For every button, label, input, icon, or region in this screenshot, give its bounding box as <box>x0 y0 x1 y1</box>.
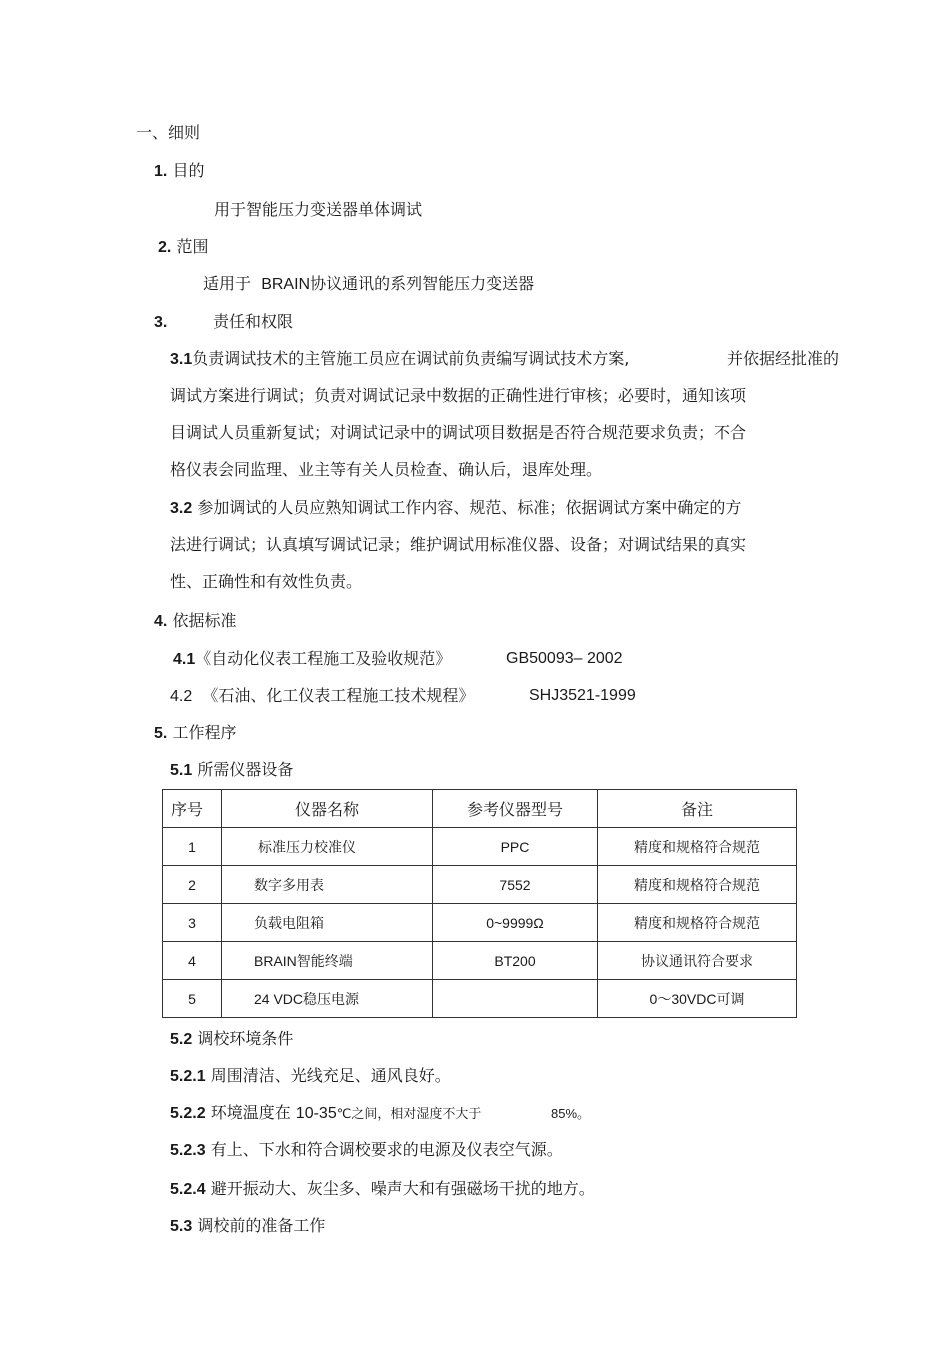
item-5-2-4-number: 5.2.4 <box>170 1181 206 1198</box>
table-cell: 2 <box>163 866 222 904</box>
item-5-2-2-number: 5.2.2 <box>170 1105 206 1122</box>
subsection-5-1-title: 所需仪器设备 <box>197 760 294 779</box>
section-2-body-c: 协议通讯的系列智能压力变送器 <box>310 274 535 293</box>
table-cell: BT200 <box>433 942 598 980</box>
table-header-cell: 备注 <box>598 790 797 828</box>
paragraph-3-2-line-1 <box>170 497 741 520</box>
standard-4-2-number: 4.2 <box>170 688 193 705</box>
section-1-heading <box>154 160 204 183</box>
standard-4-1-name: 《自动化仪表工程施工及验收规范》 <box>195 649 452 668</box>
item-5-2-2-text-b: 10-35 <box>295 1105 337 1122</box>
section-2-body-b: BRAIN <box>261 276 311 293</box>
section-1-number: 1. <box>154 163 168 180</box>
table-cell: 协议通讯符合要求 <box>598 942 797 980</box>
item-5-2-2-text-a: 环境温度在 <box>210 1103 291 1122</box>
item-5-2-2-text-c: ℃之间，相对湿度不大于 <box>336 1107 482 1122</box>
section-2-heading <box>158 236 208 259</box>
paragraph-3-1-text-a: 负责调试技术的主管施工员应在调试前负责编写调试技术方案, <box>192 349 630 368</box>
table-header-cell: 仪器名称 <box>222 790 433 828</box>
section-3-num: 3. <box>154 314 168 331</box>
section-1-body: 用于智能压力变送器单体调试 <box>214 200 423 219</box>
table-row <box>163 904 797 942</box>
subsection-5-3-number: 5.3 <box>170 1218 193 1235</box>
item-5-2-4-text: 避开振动大、灰尘多、噪声大和有强磁场干扰的地方。 <box>210 1179 595 1198</box>
item-5-2-1-number: 5.2.1 <box>170 1068 206 1085</box>
instrument-table <box>162 789 797 1018</box>
section-heading: 一、细则 <box>136 123 201 142</box>
table-cell: 精度和规格符合规范 <box>598 866 797 904</box>
subsection-5-3-title: 调校前的准备工作 <box>197 1216 326 1235</box>
section-4-title: 依据标准 <box>172 611 237 630</box>
table-row <box>163 828 797 866</box>
table-cell: 1 <box>163 828 222 866</box>
section-2-title: 范围 <box>176 237 209 256</box>
table-cell: PPC <box>433 828 598 866</box>
standard-4-2-code: SHJ3521-1999 <box>529 687 636 704</box>
section-5-heading <box>154 722 236 745</box>
table-cell: 0~9999Ω <box>433 904 598 942</box>
item-5-2-3 <box>170 1139 563 1162</box>
table-cell: 数字多用表 <box>222 866 433 904</box>
subsection-5-2 <box>170 1028 293 1051</box>
paragraph-3-2-number: 3.2 <box>170 500 193 517</box>
table-cell <box>433 980 598 1018</box>
table-header-row <box>163 790 797 828</box>
table-row <box>163 980 797 1018</box>
section-5-title: 工作程序 <box>172 723 237 742</box>
standard-4-1 <box>173 648 451 671</box>
subsection-5-3 <box>170 1215 325 1238</box>
section-5-number: 5. <box>154 725 168 742</box>
paragraph-3-1-number: 3.1 <box>170 351 193 368</box>
table-cell: 精度和规格符合规范 <box>598 828 797 866</box>
table-cell: 标准压力校准仪 <box>222 828 433 866</box>
table-cell: BRAIN智能终端 <box>222 942 433 980</box>
table-cell: 精度和规格符合规范 <box>598 904 797 942</box>
table-cell: 负载电阻箱 <box>222 904 433 942</box>
subsection-5-1-number: 5.1 <box>170 762 193 779</box>
paragraph-3-2-line-3: 性、正确性和有效性负责。 <box>170 572 363 591</box>
subsection-5-1 <box>170 759 293 782</box>
standard-4-1-number: 4.1 <box>173 651 196 668</box>
subsection-5-2-title: 调校环境条件 <box>197 1029 294 1048</box>
section-3-title: 责任和权限 <box>213 312 294 331</box>
subsection-5-2-number: 5.2 <box>170 1031 193 1048</box>
table-cell: 7552 <box>433 866 598 904</box>
paragraph-3-1-line-1 <box>170 348 629 371</box>
section-3-number <box>154 311 167 334</box>
item-5-2-1 <box>170 1065 451 1088</box>
paragraph-3-1-line-1-tail: 并依据经批准的 <box>727 349 840 368</box>
item-5-2-2-humidity: 85%。 <box>551 1106 591 1121</box>
table-cell: 0～30VDC可调 <box>598 980 797 1018</box>
section-2-body-a: 适用于 <box>203 274 252 293</box>
item-5-2-3-text: 有上、下水和符合调校要求的电源及仪表空气源。 <box>210 1140 563 1159</box>
table-header-cell: 序号 <box>163 790 222 828</box>
paragraph-3-1-line-4: 格仪表会同监理、业主等有关人员检查、确认后，退库处理。 <box>170 460 603 479</box>
table-cell: 4 <box>163 942 222 980</box>
standard-4-1-code: GB50093– 2002 <box>506 650 623 667</box>
paragraph-3-2-text-a: 参加调试的人员应熟知调试工作内容、规范、标准；依据调试方案中确定的方 <box>197 498 742 517</box>
item-5-2-1-text: 周围清洁、光线充足、通风良好。 <box>210 1066 451 1085</box>
table-header-cell: 参考仪器型号 <box>433 790 598 828</box>
table-cell: 3 <box>163 904 222 942</box>
item-5-2-3-number: 5.2.3 <box>170 1142 206 1159</box>
section-1-title: 目的 <box>172 161 205 180</box>
standard-4-2-name: 《石油、化工仪表工程施工技术规程》 <box>202 686 475 705</box>
table-row <box>163 866 797 904</box>
paragraph-3-2-line-2: 法进行调试；认真填写调试记录；维护调试用标准仪器、设备；对调试结果的真实 <box>170 535 747 554</box>
standard-4-2 <box>170 685 474 708</box>
section-4-heading <box>154 610 236 633</box>
table-row <box>163 942 797 980</box>
item-5-2-4 <box>170 1178 595 1201</box>
paragraph-3-1-line-2: 调试方案进行调试；负责对调试记录中数据的正确性进行审核；必要时，通知该项 <box>170 386 747 405</box>
table-cell: 24 VDC稳压电源 <box>222 980 433 1018</box>
section-4-number: 4. <box>154 613 168 630</box>
item-5-2-2 <box>170 1102 481 1126</box>
paragraph-3-1-line-3: 目调试人员重新复试；对调试记录中的调试项目数据是否符合规范要求负责；不合 <box>170 423 747 442</box>
section-2-number: 2. <box>158 239 172 256</box>
table-cell: 5 <box>163 980 222 1018</box>
section-2-body <box>203 273 534 296</box>
